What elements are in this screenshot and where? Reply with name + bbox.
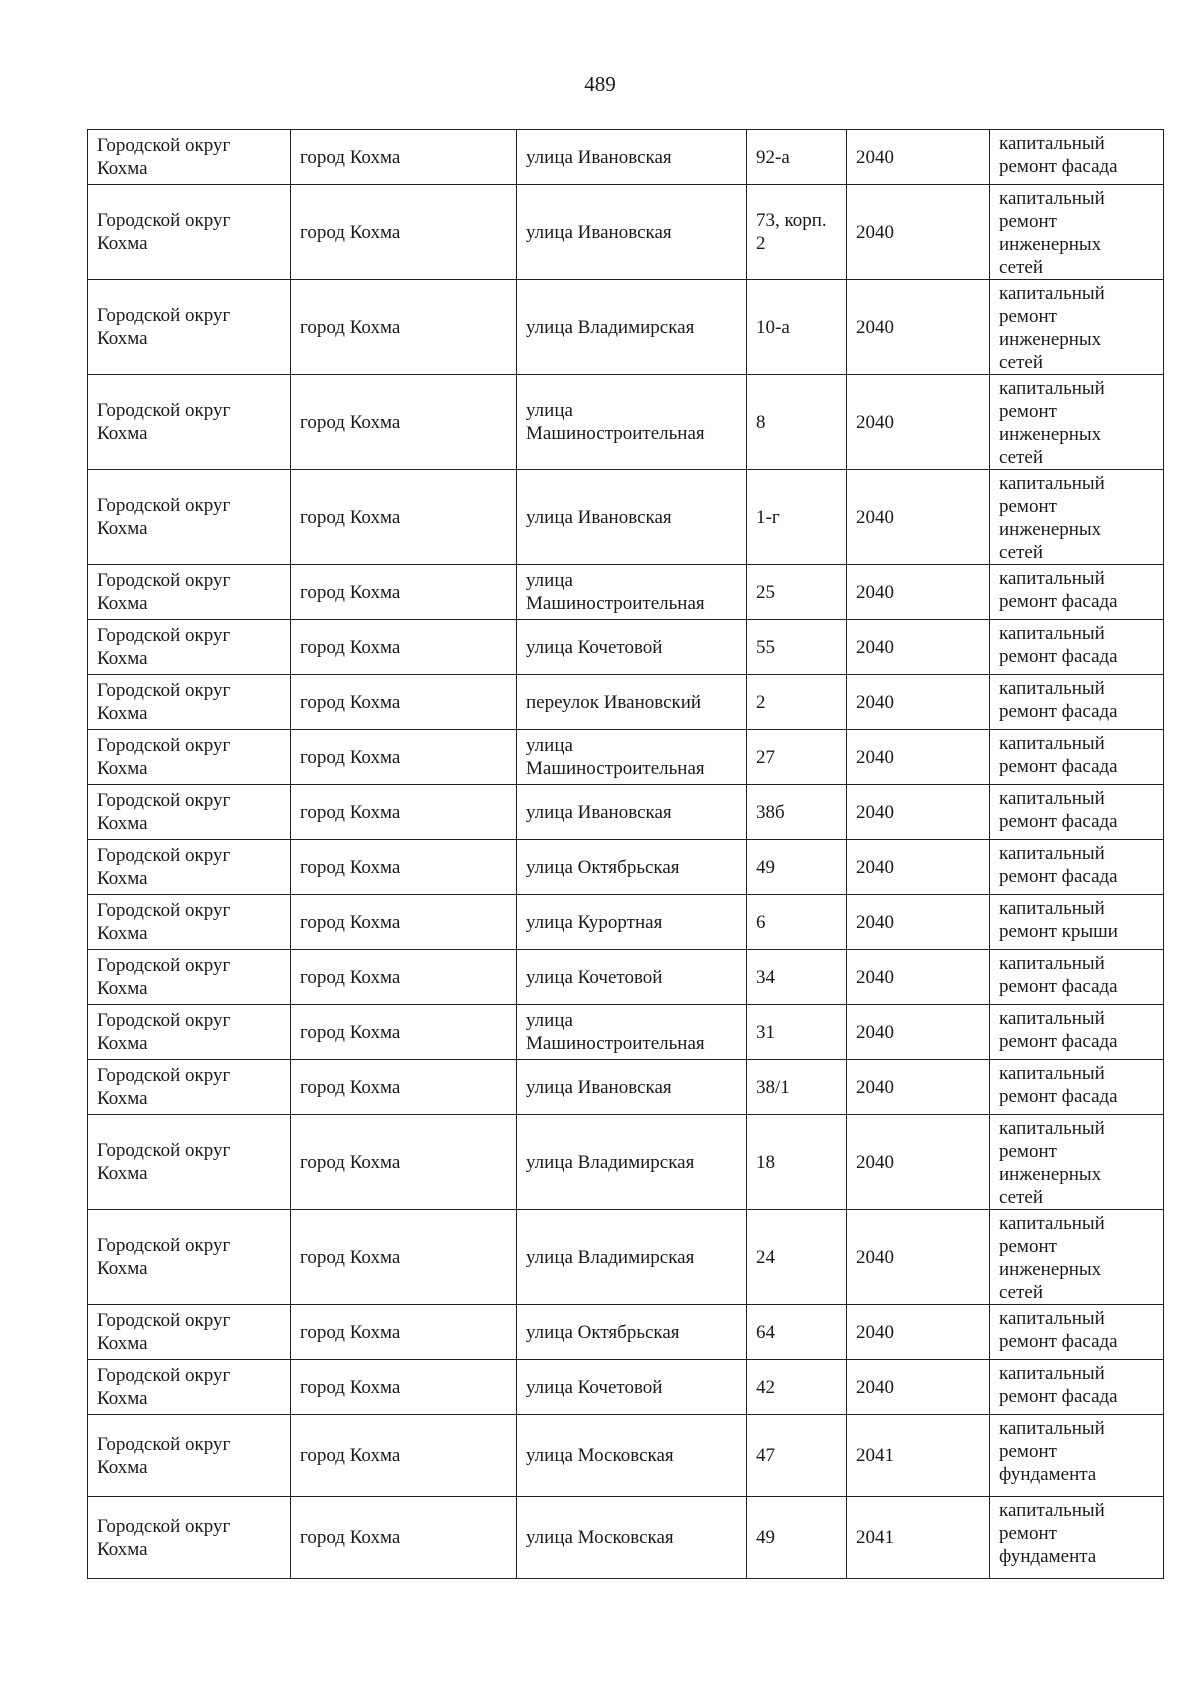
cell-work-type-text: капитальный ремонт инженерных сетей [999,378,1105,468]
cell-district-text: Городской округ Кохма [97,1365,231,1409]
cell-city-text: город Кохма [300,146,401,168]
cell-district-text: Городской округ Кохма [97,1515,231,1560]
cell-street [517,1305,747,1360]
cell-house-number-text: 38/1 [756,1076,790,1098]
cell-work-type-text: капитальный ремонт фасада [999,568,1118,612]
table-row [88,675,1164,730]
cell-year-text: 2041 [856,1445,894,1466]
cell-district [88,895,291,950]
cell-year-text: 2040 [856,1076,894,1098]
cell-district [88,375,291,470]
table-row [88,1415,1164,1497]
cell-house-number-text: 6 [756,911,766,933]
cell-work-type [990,1360,1164,1415]
cell-work-type [990,950,1164,1005]
cell-work-type-text: капитальный ремонт инженерных сетей [999,283,1105,373]
cell-street-text: улица Октябрьская [526,1321,680,1343]
cell-district-text: Городской округ Кохма [97,495,231,539]
cell-street [517,675,747,730]
cell-house-number [747,1360,847,1415]
cell-work-type-text: капитальный ремонт фасада [999,953,1118,997]
cell-work-type-text: капитальный ремонт фундамента [999,1418,1105,1485]
cell-year-text: 2040 [856,746,894,768]
cell-district-text: Городской округ Кохма [97,845,231,889]
cell-house-number [747,1415,847,1497]
cell-street-text: улица Кочетовой [526,966,663,988]
cell-street-text: переулок Ивановский [526,691,702,713]
cell-district-text: Городской округ Кохма [97,735,231,779]
cell-year-text: 2040 [856,691,894,713]
cell-year [847,675,990,730]
cell-city [291,1497,517,1579]
cell-year [847,185,990,280]
cell-street [517,895,747,950]
table-row [88,1497,1164,1579]
cell-house-number-text: 18 [756,1151,775,1173]
table-row [88,185,1164,280]
cell-street [517,1497,747,1579]
cell-work-type [990,840,1164,895]
cell-street [517,565,747,620]
cell-house-number [747,840,847,895]
cell-year [847,785,990,840]
table-row [88,1005,1164,1060]
table-row [88,280,1164,375]
cell-district-text: Городской округ Кохма [97,955,231,999]
cell-house-number-text: 49 [756,1527,775,1548]
cell-year [847,130,990,185]
cell-city-text: город Кохма [300,1376,401,1398]
cell-district [88,1305,291,1360]
cell-house-number-text: 73, корп. 2 [756,210,827,254]
cell-city-text: город Кохма [300,636,401,658]
cell-city-text: город Кохма [300,1527,401,1548]
cell-work-type [990,1497,1164,1579]
cell-house-number-text: 24 [756,1246,775,1268]
cell-work-type-text: капитальный ремонт инженерных сетей [999,188,1105,278]
cell-house-number-text: 25 [756,581,775,603]
cell-city-text: город Кохма [300,221,401,243]
cell-work-type [990,730,1164,785]
cell-year-text: 2041 [856,1527,894,1548]
cell-city [291,280,517,375]
cell-year [847,950,990,1005]
cell-work-type [990,620,1164,675]
cell-district [88,730,291,785]
cell-district-text: Городской округ Кохма [97,570,231,614]
cell-year [847,1305,990,1360]
cell-work-type-text: капитальный ремонт фасада [999,733,1118,777]
cell-district [88,675,291,730]
cell-house-number [747,185,847,280]
cell-work-type-text: капитальный ремонт фасада [999,788,1118,832]
cell-district-text: Городской округ Кохма [97,210,231,254]
cell-year [847,1115,990,1210]
cell-district-text: Городской округ Кохма [97,400,231,444]
cell-street [517,785,747,840]
page-number: 489 [584,72,616,96]
cell-district [88,840,291,895]
cell-district [88,1415,291,1497]
cell-year [847,1005,990,1060]
cell-house-number [747,730,847,785]
cell-house-number [747,375,847,470]
cell-district [88,1497,291,1579]
cell-house-number [747,950,847,1005]
cell-city [291,730,517,785]
cell-house-number [747,785,847,840]
cell-street-text: улица Ивановская [526,146,672,168]
table-row [88,130,1164,185]
cell-year [847,565,990,620]
cell-house-number [747,280,847,375]
cell-work-type [990,1060,1164,1115]
table-row [88,785,1164,840]
cell-city [291,840,517,895]
cell-district-text: Городской округ Кохма [97,1310,231,1354]
cell-house-number-text: 92-а [756,146,790,168]
cell-street-text: улица Ивановская [526,801,672,823]
cell-street-text: улица Машиностроительная [526,570,705,614]
cell-city [291,675,517,730]
table-row [88,1060,1164,1115]
table-row [88,1115,1164,1210]
cell-house-number [747,1305,847,1360]
cell-work-type [990,1115,1164,1210]
cell-year [847,840,990,895]
cell-district [88,785,291,840]
cell-city [291,785,517,840]
cell-work-type [990,1005,1164,1060]
cell-street-text: улица Владимирская [526,316,695,338]
cell-year [847,1360,990,1415]
cell-city-text: город Кохма [300,966,401,988]
cell-district-text: Городской округ Кохма [97,1433,231,1478]
cell-street [517,1060,747,1115]
cell-year [847,1060,990,1115]
cell-work-type [990,1415,1164,1497]
cell-house-number-text: 55 [756,636,775,658]
cell-street [517,1005,747,1060]
cell-city [291,620,517,675]
cell-city [291,185,517,280]
cell-street [517,470,747,565]
cell-house-number-text: 10-а [756,316,790,338]
cell-street [517,1360,747,1415]
cell-street [517,620,747,675]
cell-street-text: улица Владимирская [526,1151,695,1173]
cell-city-text: город Кохма [300,746,401,768]
cell-work-type-text: капитальный ремонт фасада [999,1063,1118,1107]
cell-city-text: город Кохма [300,1076,401,1098]
cell-work-type [990,1305,1164,1360]
cell-city [291,1060,517,1115]
cell-year-text: 2040 [856,1246,894,1268]
cell-district-text: Городской округ Кохма [97,680,231,724]
table-row [88,1360,1164,1415]
cell-house-number-text: 27 [756,746,775,768]
cell-city [291,1360,517,1415]
cell-house-number-text: 42 [756,1376,775,1398]
cell-city [291,565,517,620]
cell-district [88,620,291,675]
cell-year [847,375,990,470]
cell-house-number-text: 47 [756,1445,775,1466]
cell-street [517,1210,747,1305]
cell-city [291,470,517,565]
cell-work-type-text: капитальный ремонт фасада [999,678,1118,722]
cell-street-text: улица Октябрьская [526,856,680,878]
cell-year [847,895,990,950]
registry-table-body [88,130,1164,1579]
cell-work-type-text: капитальный ремонт фасада [999,1363,1118,1407]
cell-district [88,1115,291,1210]
table-row [88,895,1164,950]
cell-year [847,730,990,785]
cell-city [291,130,517,185]
cell-year-text: 2040 [856,636,894,658]
cell-street-text: улица Владимирская [526,1246,695,1268]
cell-house-number-text: 2 [756,691,766,713]
cell-work-type [990,1210,1164,1305]
cell-city-text: город Кохма [300,1445,401,1466]
cell-street [517,730,747,785]
cell-street-text: улица Кочетовой [526,1376,663,1398]
cell-year-text: 2040 [856,581,894,603]
cell-work-type-text: капитальный ремонт инженерных сетей [999,1213,1105,1303]
cell-street [517,950,747,1005]
cell-district [88,565,291,620]
cell-work-type [990,565,1164,620]
cell-house-number [747,130,847,185]
table-row [88,730,1164,785]
cell-city-text: город Кохма [300,506,401,528]
cell-district [88,950,291,1005]
cell-city-text: город Кохма [300,1321,401,1343]
cell-street-text: улица Курортная [526,911,663,933]
cell-house-number [747,675,847,730]
cell-city-text: город Кохма [300,1151,401,1173]
cell-house-number [747,565,847,620]
cell-work-type-text: капитальный ремонт инженерных сетей [999,473,1105,563]
table-row [88,950,1164,1005]
cell-house-number [747,620,847,675]
cell-street [517,375,747,470]
cell-year-text: 2040 [856,1376,894,1398]
cell-house-number [747,1115,847,1210]
cell-work-type [990,185,1164,280]
cell-house-number-text: 1-г [756,506,780,528]
cell-street [517,280,747,375]
table-row [88,1305,1164,1360]
cell-work-type-text: капитальный ремонт инженерных сетей [999,1118,1105,1208]
cell-work-type-text: капитальный ремонт фасада [999,133,1118,177]
cell-city-text: город Кохма [300,411,401,433]
cell-work-type-text: капитальный ремонт фасада [999,843,1118,887]
cell-work-type [990,785,1164,840]
table-row [88,470,1164,565]
cell-city-text: город Кохма [300,1021,401,1043]
cell-city [291,1305,517,1360]
cell-year [847,1497,990,1579]
table-row [88,565,1164,620]
cell-year-text: 2040 [856,221,894,243]
cell-house-number-text: 8 [756,411,766,433]
table-row [88,1210,1164,1305]
cell-work-type-text: капитальный ремонт фасада [999,1308,1118,1352]
cell-work-type-text: капитальный ремонт фасада [999,1008,1118,1052]
cell-district-text: Городской округ Кохма [97,305,231,349]
table-row [88,375,1164,470]
cell-work-type [990,130,1164,185]
cell-city [291,1415,517,1497]
cell-district [88,280,291,375]
cell-city-text: город Кохма [300,581,401,603]
cell-street-text: улица Ивановская [526,221,672,243]
cell-district [88,470,291,565]
cell-district-text: Городской округ Кохма [97,1140,231,1184]
cell-district [88,1060,291,1115]
cell-district [88,1360,291,1415]
cell-district-text: Городской округ Кохма [97,790,231,834]
cell-street-text: улица Машиностроительная [526,400,705,444]
cell-district-text: Городской округ Кохма [97,1010,231,1054]
cell-house-number [747,1060,847,1115]
cell-street [517,185,747,280]
cell-year-text: 2040 [856,506,894,528]
cell-work-type-text: капитальный ремонт фасада [999,623,1118,667]
cell-district-text: Городской округ Кохма [97,1065,231,1109]
cell-work-type [990,375,1164,470]
table-row [88,840,1164,895]
registry-table [87,129,1164,1579]
cell-year [847,620,990,675]
cell-city-text: город Кохма [300,911,401,933]
cell-work-type-text: капитальный ремонт крыши [999,898,1118,942]
cell-street [517,840,747,895]
cell-street-text: улица Машиностроительная [526,1010,705,1054]
cell-street-text: улица Кочетовой [526,636,663,658]
cell-year-text: 2040 [856,856,894,878]
cell-year-text: 2040 [856,146,894,168]
cell-house-number-text: 34 [756,966,775,988]
cell-city-text: город Кохма [300,856,401,878]
cell-street [517,1115,747,1210]
cell-city [291,895,517,950]
cell-house-number-text: 64 [756,1321,775,1343]
cell-year-text: 2040 [856,911,894,933]
cell-city-text: город Кохма [300,801,401,823]
cell-year-text: 2040 [856,801,894,823]
cell-work-type [990,280,1164,375]
cell-city-text: город Кохма [300,1246,401,1268]
cell-street-text: улица Московская [526,1527,674,1548]
cell-house-number [747,470,847,565]
cell-district-text: Городской округ Кохма [97,1235,231,1279]
cell-house-number-text: 31 [756,1021,775,1043]
cell-city [291,375,517,470]
cell-year-text: 2040 [856,1151,894,1173]
cell-street-text: улица Машиностроительная [526,735,705,779]
cell-street [517,130,747,185]
cell-year-text: 2040 [856,1021,894,1043]
cell-house-number [747,1497,847,1579]
cell-year-text: 2040 [856,966,894,988]
cell-year-text: 2040 [856,411,894,433]
cell-year [847,280,990,375]
cell-house-number-text: 38б [756,801,785,823]
cell-house-number-text: 49 [756,856,775,878]
cell-district [88,130,291,185]
cell-city [291,1115,517,1210]
cell-city [291,950,517,1005]
cell-street-text: улица Ивановская [526,506,672,528]
cell-street [517,1415,747,1497]
cell-year [847,470,990,565]
cell-district [88,1210,291,1305]
cell-year [847,1210,990,1305]
cell-work-type [990,895,1164,950]
cell-district-text: Городской округ Кохма [97,900,231,944]
cell-district-text: Городской округ Кохма [97,135,231,179]
cell-city-text: город Кохма [300,691,401,713]
table-row [88,620,1164,675]
cell-district [88,1005,291,1060]
cell-work-type-text: капитальный ремонт фундамента [999,1500,1105,1567]
cell-street-text: улица Московская [526,1445,674,1466]
cell-house-number [747,1005,847,1060]
cell-year-text: 2040 [856,1321,894,1343]
cell-district-text: Городской округ Кохма [97,625,231,669]
cell-work-type [990,675,1164,730]
cell-street-text: улица Ивановская [526,1076,672,1098]
cell-work-type [990,470,1164,565]
cell-city [291,1005,517,1060]
cell-city-text: город Кохма [300,316,401,338]
cell-city [291,1210,517,1305]
cell-district [88,185,291,280]
cell-house-number [747,895,847,950]
cell-house-number [747,1210,847,1305]
cell-year-text: 2040 [856,316,894,338]
cell-year [847,1415,990,1497]
